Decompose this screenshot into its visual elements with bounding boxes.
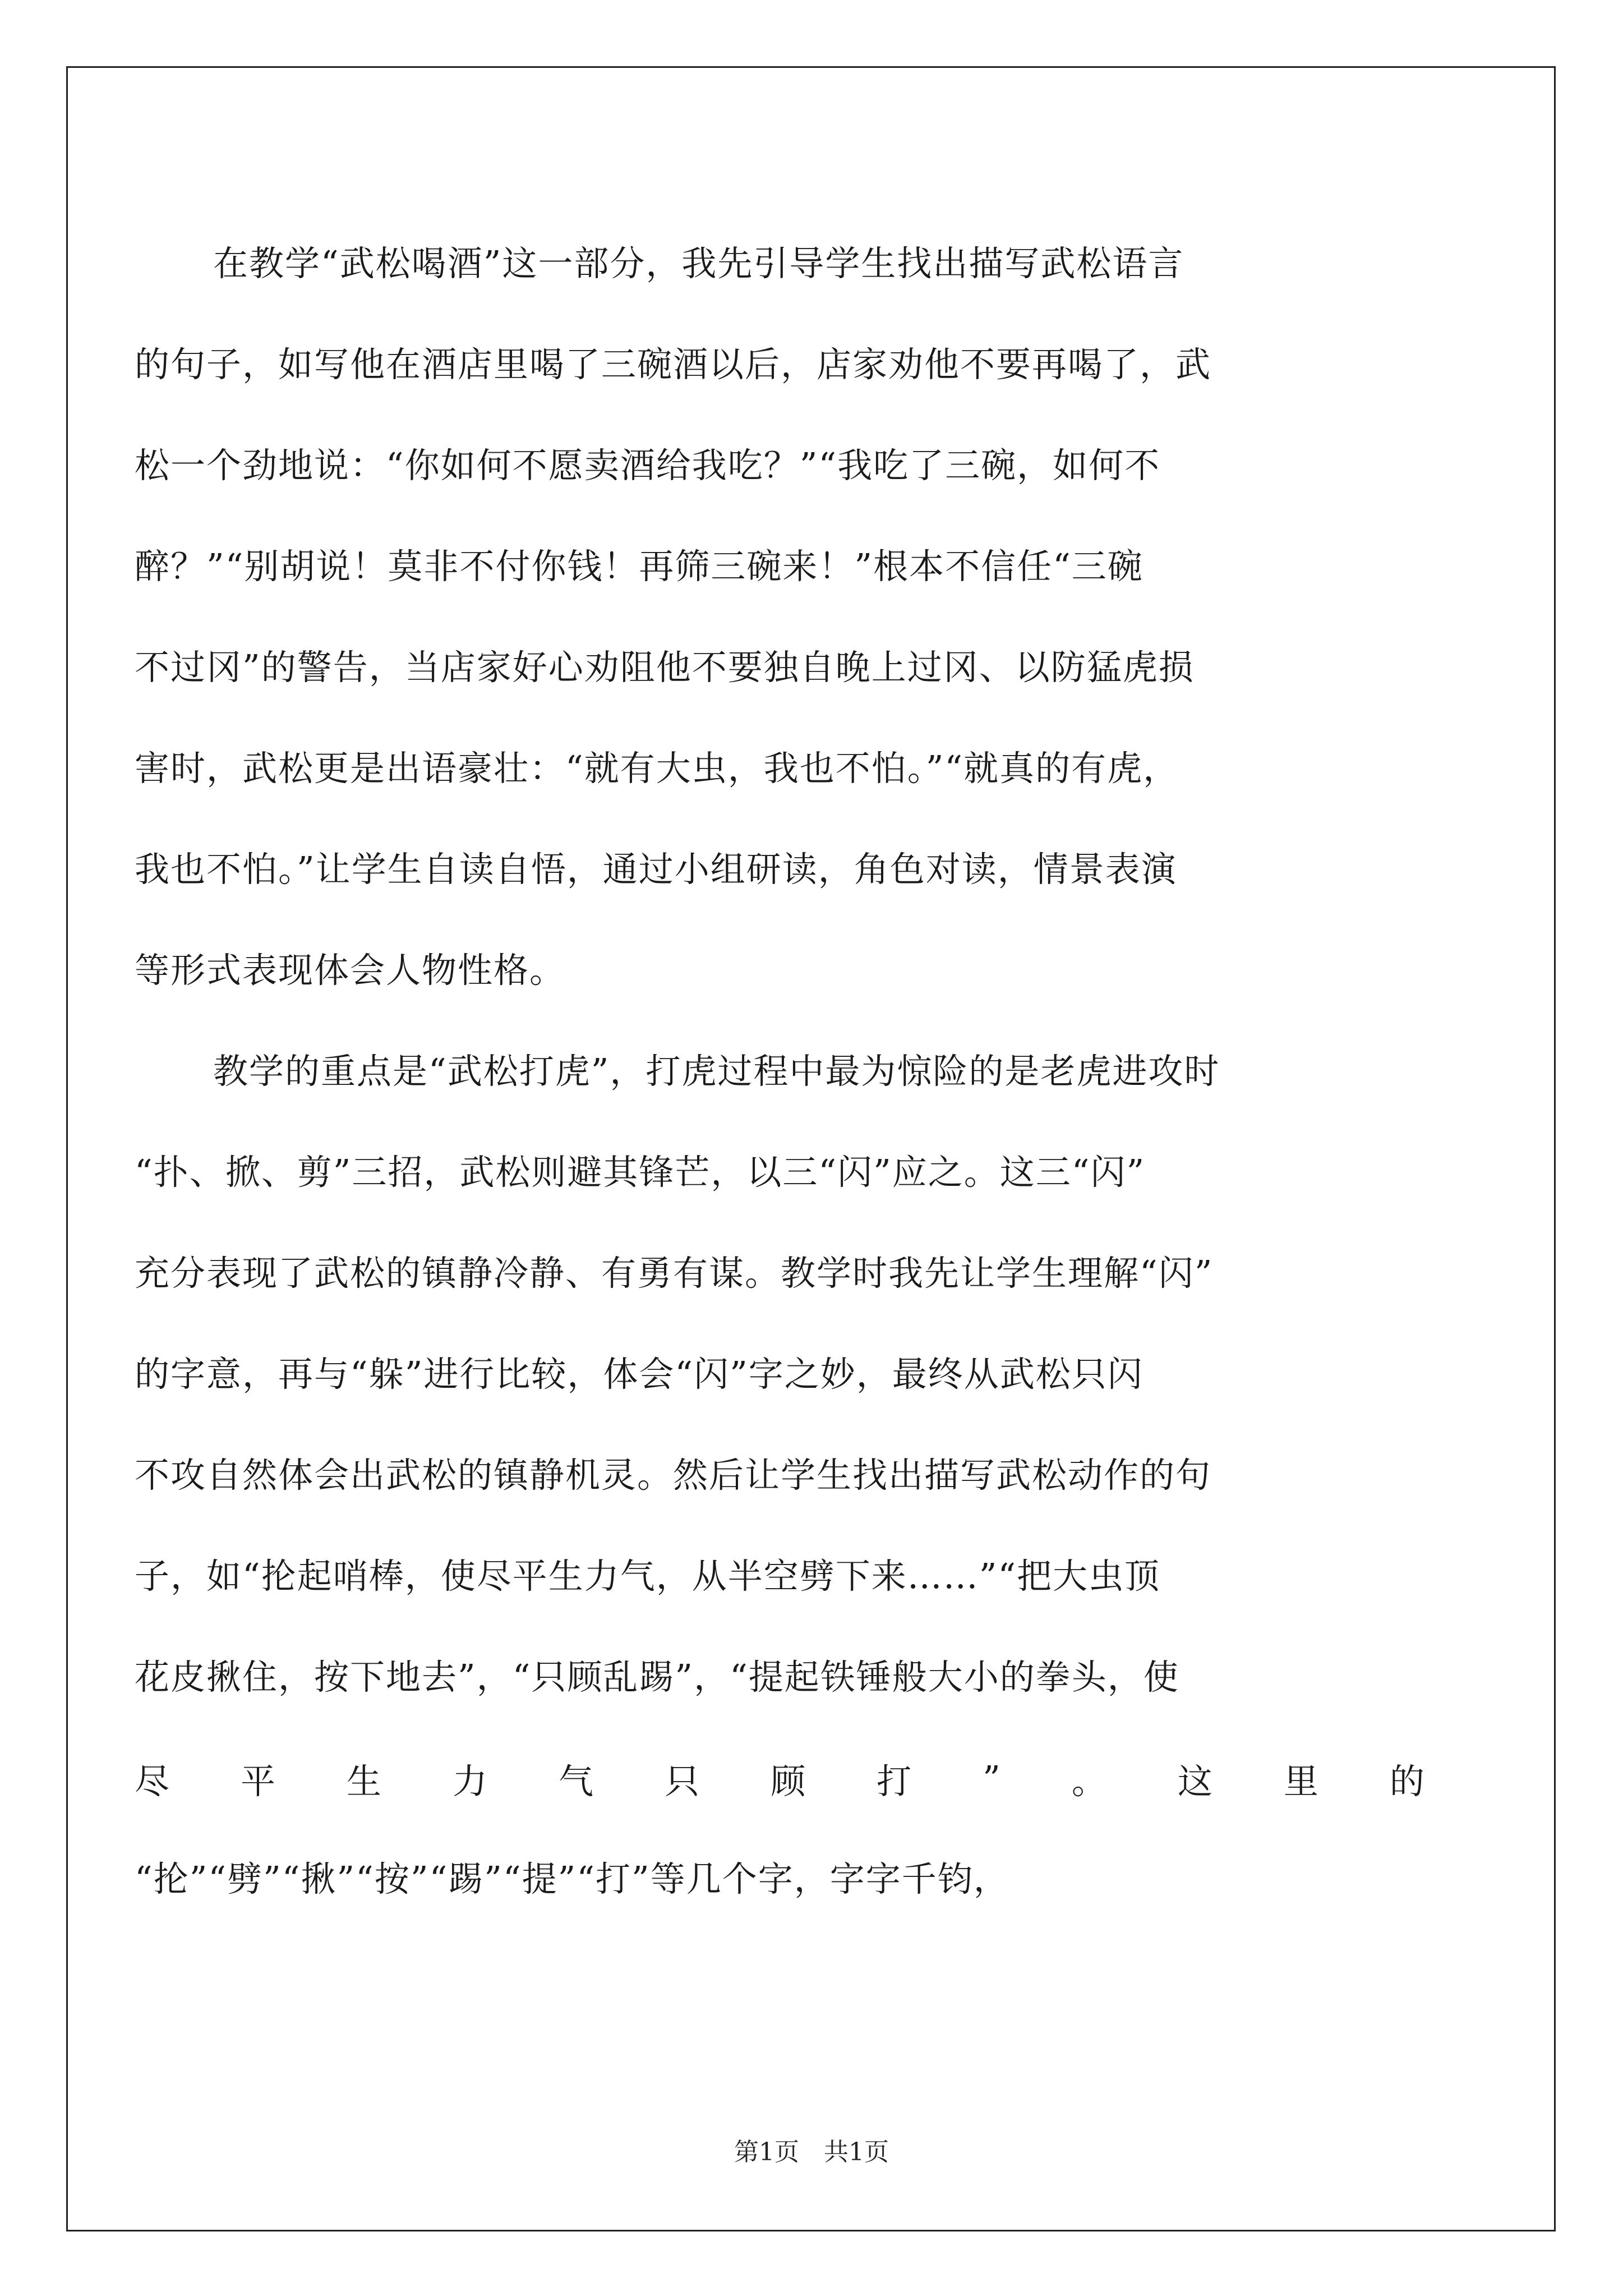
justified-char: 里	[1283, 1760, 1318, 1802]
paragraph-1-line: 松一个劲地说：“你如何不愿卖酒给我吃？”“我吃了三碗，如何不	[135, 445, 1161, 486]
justified-char: 尽	[135, 1760, 170, 1802]
paragraph-2-line: 的字意，再与“躲”进行比较，体会“闪”字之妙，最终从武松只闪	[135, 1354, 1144, 1395]
paragraph-1-line: 不过冈”的警告，当店家好心劝阻他不要独自晚上过冈、以防猛虎损	[135, 647, 1195, 688]
paragraph-2-line: “扑、掀、剪”三招，武松则避其锋芒，以三“闪”应之。这三“闪”	[135, 1152, 1146, 1193]
justified-char: 只	[665, 1760, 700, 1802]
justified-char: 生	[347, 1760, 382, 1802]
paragraph-2-line: 不攻自然体会出武松的镇静机灵。然后让学生找出描写武松动作的句	[135, 1455, 1212, 1496]
justified-char: 力	[453, 1760, 488, 1802]
justified-char: 打	[877, 1760, 912, 1802]
paragraph-1-line: 的句子，如写他在酒店里喝了三碗酒以后，店家劝他不要再喝了，武	[135, 344, 1212, 385]
justified-char: 顾	[771, 1760, 806, 1802]
paragraph-2-line: 花皮揪住，按下地去”，“只顾乱踢”，“提起铁锤般大小的拳头，使	[135, 1657, 1179, 1697]
paragraph-1-line: 等形式表现体会人物性格。	[135, 950, 566, 991]
justified-char: 的	[1389, 1760, 1424, 1802]
paragraph-1-line: 醉？”“别胡说！莫非不付你钱！再筛三碗来！”根本不信任“三碗	[135, 546, 1144, 587]
page-number-footer: 第1页 共1页	[734, 2138, 889, 2166]
paragraph-2-line: 子，如“抡起哨棒，使尽平生力气，从半空劈下来……”“把大虫顶	[135, 1556, 1161, 1596]
justified-char: 气	[559, 1760, 594, 1802]
paragraph-1-line: 害时，武松更是出语豪壮：“就有大虫，我也不怕。”“就真的有虎，	[135, 748, 1179, 789]
paragraph-1-line: 在教学“武松喝酒”这一部分，我先引导学生找出描写武松语言	[213, 243, 1184, 284]
justified-char: ”	[983, 1757, 1000, 1799]
justified-char: 。	[1071, 1760, 1106, 1802]
paragraph-2-line: “抡”“劈”“揪”“按”“踢”“提”“打”等几个字，字字千钧，	[135, 1858, 1009, 1899]
paragraph-2-line: 教学的重点是“武松打虎”，打虎过程中最为惊险的是老虎进攻时	[213, 1051, 1220, 1092]
paragraph-1-line: 我也不怕。”让学生自读自悟，通过小组研读，角色对读，情景表演	[135, 849, 1177, 890]
justified-char: 平	[241, 1760, 276, 1802]
paragraph-2-line: 充分表现了武松的镇静冷静、有勇有谋。教学时我先让学生理解“闪”	[135, 1253, 1214, 1294]
justified-char: 这	[1177, 1760, 1212, 1802]
justified-line	[135, 1728, 1424, 1829]
